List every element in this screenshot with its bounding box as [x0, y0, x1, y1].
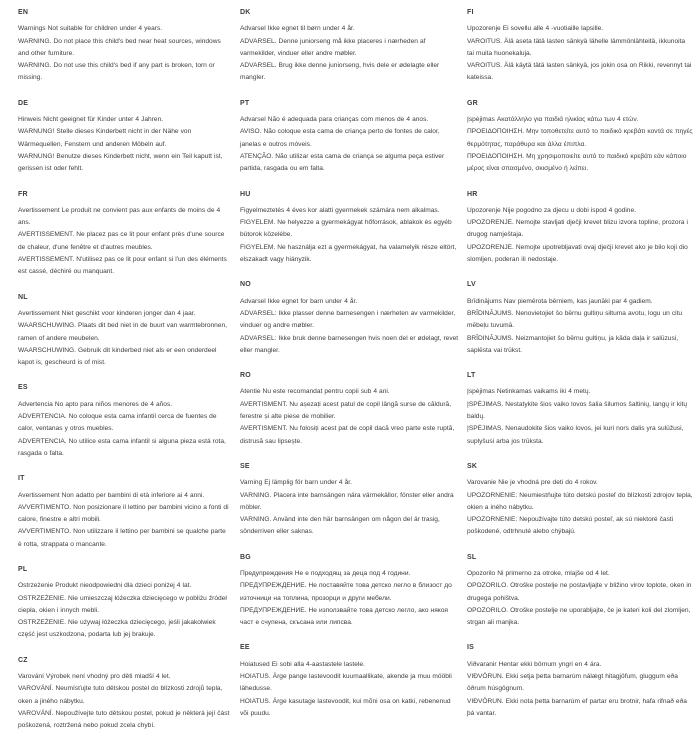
- warning-text: UPOZORNENIE: Nepoužívajte túto detskú posteľ, ak sú niektoré časti poškodené, odtrhnuté alebo chýbajú.: [467, 516, 674, 536]
- warning-text: ΠΡΟΕΙΔΟΠΟΙΗΣΗ. Μην τοποθετείτε αυτό το παιδικό κρεβάτι κοντά σε πηγές θερμότητας, παράθυρα και άλλα έπιπλα.: [467, 128, 693, 148]
- lang-section-ee: [240, 642, 459, 720]
- warning-text: FIGYELEM. Ne használja ezt a gyermekágyat, ha valamelyik része eltört, elszakadt vagy hiányzik.: [240, 243, 457, 264]
- warning-text: Предупреждения Не е подходящ за деца под 4 години.: [240, 569, 411, 577]
- lang-code-ee: EE: [240, 644, 250, 652]
- warning-text: Viðvaranir Hentar ekki börnum yngri en 4 ára.: [467, 660, 602, 668]
- lang-section-es: [18, 382, 231, 460]
- warning-text: WARNING. Do not use this child's bed if any part is broken, torn or missing.: [18, 62, 215, 82]
- warning-text: OSTRZEŻENIE. Nie umieszczaj łóżeczka dziecięcego w pobliżu źródeł ciepła, okien i innych mebli.: [18, 594, 227, 614]
- warning-text: AVERTISMENT. Nu așezați acest patul de copil lângă surse de căldură, ferestre și alte piese de mobilier.: [240, 400, 452, 421]
- lang-section-se: [240, 461, 459, 539]
- warning-text: Advarsel Não é adequada para crianças com menos de 4 anos.: [240, 116, 429, 124]
- warning-text: Upozorenje Ei sovellu alle 4 -vuotiaille lapsille.: [467, 25, 604, 33]
- lang-code-se: SE: [240, 462, 250, 470]
- warning-text: ПРЕДУПРЕЖДЕНИЕ. Не използвайте това детско легло, ако някоя част е счупена, скъсана или липсва.: [240, 606, 448, 627]
- lang-section-is: [467, 642, 694, 720]
- warning-text: Varning Ej lämplig för barn under 4 år.: [240, 479, 352, 487]
- lang-code-is: IS: [467, 644, 475, 652]
- warning-text: ПРЕДУПРЕЖДЕНИЕ. Не поставяйте това детско легло в близост до източници на топлина, прозорци и други мебели.: [240, 582, 452, 602]
- lang-code-it: IT: [18, 475, 25, 483]
- warning-text: HOIATUS. Ärge pange lastevoodit kuumaallikate, akende ja muu mööbli lähedusse.: [240, 673, 452, 693]
- lang-section-gr: [467, 98, 694, 176]
- lang-code-pl: PL: [18, 565, 28, 573]
- lang-section-dk: [240, 7, 459, 85]
- lang-code-sl: SL: [467, 553, 477, 561]
- lang-section-pl: [18, 564, 231, 642]
- lang-code-en: EN: [18, 9, 29, 16]
- warning-text: ĮSPĖJIMAS. Nestatykite šios vaiko lovos šalia šilumos šaltinių, langų ir kitų baldų.: [467, 400, 688, 421]
- warning-text: WARNUNG! Benutze dieses Kinderbett nicht, wenn ein Teil kaputt ist, gerissen ist oder fehlt.: [18, 152, 223, 173]
- warning-text: WAARSCHUWING. Plaats dit bed niet in de buurt van warmtebronnen, ramen of andere meubelen.: [18, 322, 227, 342]
- warning-text: AVVERTIMENTO. Non utilizzare il lettino per bambini se qualche parte è rotta, strappata o mancante.: [18, 528, 226, 548]
- warning-text: ADVARSEL. Brug ikke denne juniorseng, hvis dele er ødelagte eller mangler.: [240, 62, 440, 82]
- warning-text: OSTRZEŻENIE. Nie używaj łóżeczka dziecięcego, jeśli jakakolwiek część jest uszkodzona, podarta lub jej brakuje.: [18, 619, 216, 639]
- warning-text: ĮSPĖJIMAS. Nenaudokite šios vaiko lovos, jei kuri nors dalis yra sulūžusi, suplyšusi arba jos trūksta.: [467, 425, 684, 445]
- warning-text: Varování Výrobek není vhodný pro děti mladší 4 let.: [18, 673, 171, 681]
- warning-text: VAROITUS. Älä käytä tätä lasten sänkyä, jos jokin osa on Rikki, revennyt tai kateissa.: [467, 62, 692, 82]
- warning-text: OPOZORILO. Otroške postelje ne uporabljajte, če je kateri koli del zlomljen, strgan ali manjka.: [467, 606, 691, 627]
- lang-section-sk: [467, 461, 694, 539]
- warning-text: Hoiatused Ei sobi alla 4-aastastele lastele.: [240, 660, 365, 668]
- lang-section-fr: [18, 189, 231, 279]
- warning-text: ATENÇÃO. Não utilizar esta cama de criança se alguma peça estiver partida, rasgada ou em falta.: [240, 152, 445, 173]
- warning-text: ADVARSEL: Ikke plasser denne barnesengen i nærheten av varmekilder, vinduer og andre møbler.: [240, 309, 456, 330]
- lang-code-sk: SK: [467, 462, 478, 470]
- lang-code-nl: NL: [18, 293, 28, 301]
- warning-text: Ostrzeżenie Produkt nieodpowiedni dla dzieci poniżej 4 lat.: [18, 582, 192, 590]
- warning-text: Advertencia No apto para niños menores de 4 años.: [18, 400, 173, 408]
- warning-text: WAARSCHUWING. Gebruik dit kinderbed niet als er een onderdeel kapot is, gescheurd is of mist.: [18, 346, 217, 367]
- warning-text: Varovanie Nie je vhodná pre deti do 4 rokov.: [467, 479, 598, 487]
- lang-section-lt: [467, 370, 694, 448]
- warning-text: VIÐVÖRUN. Ekki setja þetta barnarúm nálægt hitagjöfum, gluggum eða öðrum húsgögnum.: [467, 673, 678, 693]
- warning-text: FIGYELEM. Ne helyezze a gyermekágyat hőforrások, ablakok és egyéb bútorok közelébe.: [240, 219, 452, 239]
- lang-code-no: NO: [240, 281, 251, 289]
- lang-code-lv: LV: [467, 281, 476, 289]
- lang-section-it: [18, 473, 231, 551]
- lang-code-pt: PT: [240, 99, 250, 107]
- warning-text: Advarsel Ikke egnet til børn under 4 år.: [240, 25, 355, 33]
- warning-text: Opozorilo Ni primerno za otroke, mlajše od 4 let.: [467, 569, 610, 577]
- warning-text: UPOZORENJE. Nemojte upotrebljavati ovaj dječji krevet ako je bilo koji dio slomljen, poderan ili nedostaje.: [467, 243, 688, 264]
- lang-code-ro: RO: [240, 372, 251, 380]
- warning-text: OPOZORILO. Otroške postelje ne postavljajte v bližino virov toplote, oken in drugega pohištva.: [467, 582, 692, 602]
- warning-text: Įspėjimas Ακατάλληλο για παιδιά ηλικίας κάτω των 4 ετών.: [467, 116, 639, 124]
- warning-text: AVERTISMENT. Nu folosiți acest pat de copil dacă vreo parte este ruptă, distrusă sau lipsește.: [240, 425, 455, 445]
- warnings-column-2: [240, 7, 459, 733]
- lang-section-ro: [240, 370, 459, 448]
- warning-text: BRĪDINĀJUMS. Nenovietojiet šo bērnu gultiņu siltuma avotu, logu un citu mēbeļu tuvumā.: [467, 309, 683, 330]
- lang-section-pt: [240, 98, 459, 176]
- lang-code-hr: HR: [467, 190, 478, 198]
- lang-section-hr: [467, 189, 694, 267]
- warning-text: BRĪDINĀJUMS. Neizmantojiet šo bērnu gultiņu, ja kāda daļa ir salūzusi, saplēsta vai trūkst.: [467, 334, 679, 354]
- lang-code-gr: GR: [467, 99, 478, 107]
- warning-text: ΠΡΟΕΙΔΟΠΟΙΗΣΗ. Μη χρησιμοποιείτε αυτό το παιδικό κρεβάτι εάν κάποιο μέρος είναι σπασμένο, σκισμένο ή λείπει.: [467, 152, 687, 173]
- lang-code-de: DE: [18, 99, 29, 107]
- lang-section-cz: [18, 655, 231, 733]
- warning-text: Hinweis Nicht geeignet für Kinder unter 4 Jahren.: [18, 116, 164, 124]
- lang-section-no: [240, 279, 459, 357]
- warning-text: Avertissement Le produit ne convient pas aux enfants de moins de 4 ans.: [18, 206, 221, 227]
- lang-code-es: ES: [18, 384, 28, 392]
- warnings-column-1: [18, 7, 231, 746]
- lang-section-fi: [467, 7, 694, 85]
- warning-text: AVVERTIMENTO. Non posizionare il lettino per bambini vicino a fonti di calore, finestre e altri mobili.: [18, 503, 229, 524]
- warning-text: Upozorenje Nije pogodno za djecu u dobi ispod 4 godine.: [467, 206, 636, 214]
- lang-section-bg: [240, 552, 459, 630]
- lang-section-hu: [240, 189, 459, 267]
- warning-text: HOIATUS. Ärge kasutage lastevoodit, kui mõni osa on katki, rebenenud või puudu.: [240, 697, 451, 717]
- warning-text: VAROVÁNÍ. Nepoužívejte tuto dětskou postel, pokud je některá její část poškozená, roztržená nebo pokud zcela chybí.: [18, 709, 230, 730]
- warning-text: ADVERTENCIA. No coloque esta cama infantil cerca de fuentes de calor, ventanas y otros muebles.: [18, 413, 217, 433]
- warning-text: Warnings Not suitable for children under 4 years.: [18, 25, 163, 33]
- lang-code-bg: BG: [240, 553, 251, 561]
- warning-text: Figyelmeztetés 4 éves kor alatti gyermekek számára nem alkalmas.: [240, 206, 440, 214]
- lang-code-dk: DK: [240, 9, 251, 16]
- warning-text: Atentie Nu este recomandat pentru copii sub 4 ani.: [240, 388, 390, 396]
- warning-text: WARNING. Do not place this child's bed near heat sources, windows and other furniture.: [18, 37, 221, 57]
- warning-text: ADVARSEL. Denne juniorseng må ikke placeres i nærheden af varmekilder, vinduer eller andre møbler.: [240, 37, 426, 57]
- warning-text: AVERTISSEMENT. N'utilisez pas ce lit pour enfant si l'un des éléments est cassé, déchiré ou manquant.: [18, 256, 227, 276]
- lang-code-fi: FI: [467, 9, 474, 16]
- lang-code-lt: LT: [467, 372, 476, 380]
- warning-text: AVERTISSEMENT. Ne placez pas ce lit pour enfant près d'une source de chaleur, d'une fenêtre et d'autres meubles.: [18, 231, 225, 251]
- lang-code-cz: CZ: [18, 656, 28, 664]
- warning-text: Brīdinājums Nav piemērota bērniem, kas jaunāki par 4 gadiem.: [467, 297, 653, 305]
- warning-text: Įspėjimas Netinkamas vaikams iki 4 metų.: [467, 388, 591, 396]
- warning-text: Advarsel Ikke egnet for barn under 4 år.: [240, 297, 358, 305]
- warnings-column-3: [467, 7, 694, 733]
- warning-text: VARNING. Placera inte barnsängen nära värmekällor, fönster eller andra möbler.: [240, 491, 454, 511]
- lang-section-en: [18, 7, 231, 85]
- warning-text: AVISO. Não coloque esta cama de criança perto de fontes de calor, janelas e outros móveis.: [240, 128, 440, 148]
- warning-text: Avertissement Non adatto per bambini di età inferiore ai 4 anni.: [18, 491, 205, 499]
- lang-section-de: [18, 98, 231, 176]
- warning-text: ADVERTENCIA. No utilice esta cama infantil si alguna pieza está rota, rasgada o falta.: [18, 437, 226, 457]
- warning-text: VAROITUS. Älä aseta tätä lasten sänkyä lähelle lämmönlähteitä, ikkunoita tai muita huonekaluja.: [467, 37, 686, 57]
- warning-text: VAROVÁNÍ. Neumísťujte tuto dětskou postel do blízkosti zdrojů tepla, oken a jiného nábytku.: [18, 685, 223, 705]
- warning-text: UPOZORNENIE: Neumiestňujte túto detskú posteľ do blízkosti zdrojov tepla, okien a iného nábytku.: [467, 491, 693, 511]
- lang-section-nl: [18, 292, 231, 370]
- warning-text: VIÐVÖRUN. Ekki nota þetta barnarúm ef partar eru brotnir, hafa rifnað eða þá vantar.: [467, 697, 687, 717]
- lang-section-lv: [467, 279, 694, 357]
- warning-text: UPOZORENJE. Nemojte stavljati dječji krevet blizu izvora topline, prozora i drugog namještaja.: [467, 219, 688, 239]
- lang-code-fr: FR: [18, 190, 28, 198]
- lang-section-sl: [467, 552, 694, 630]
- warning-text: WARNUNG! Stelle dieses Kinderbett nicht in der Nähe von Wärmequellen, Fenstern und anderen Möbeln auf.: [18, 128, 192, 148]
- warning-text: Avertissement Niet geschikt voor kinderen jonger dan 4 jaar.: [18, 309, 196, 317]
- warning-text: VARNING. Använd inte den här barnsängen om någon del är trasig, sönderriven eller saknas.: [240, 516, 440, 536]
- warning-text: ADVARSEL: Ikke bruk denne barnesengen hvis noen del er ødelagt, revet eller mangler.: [240, 334, 459, 354]
- lang-code-hu: HU: [240, 190, 251, 198]
